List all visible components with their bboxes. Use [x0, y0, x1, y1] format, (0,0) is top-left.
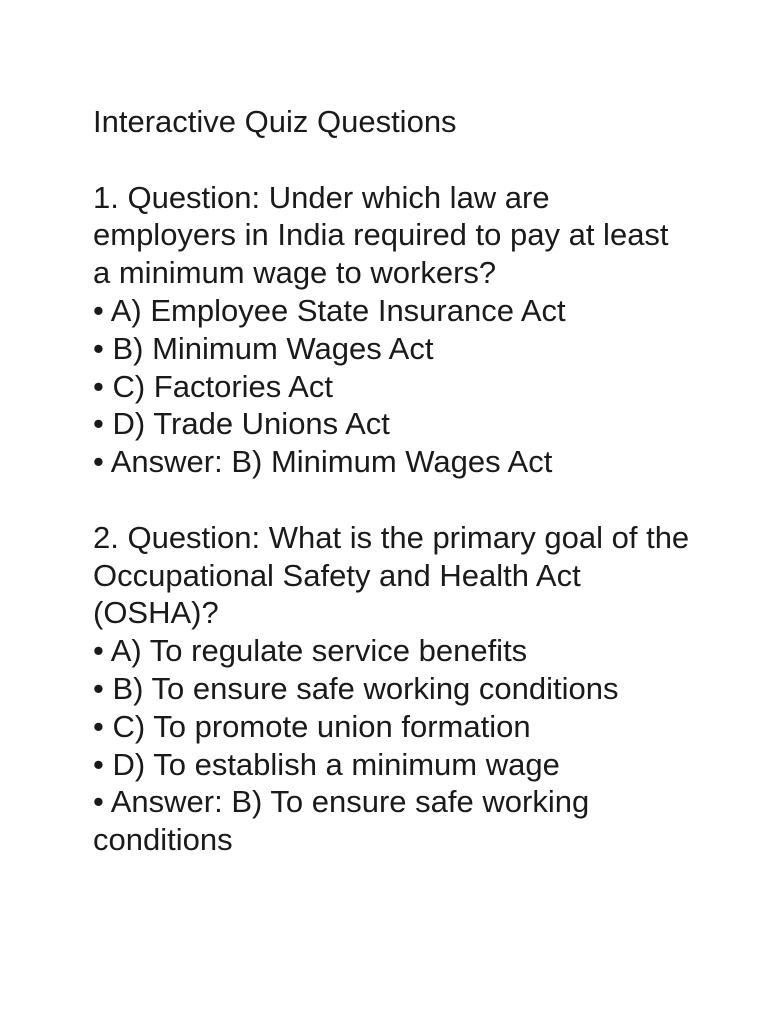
option-a: • A) Employee State Insurance Act [93, 292, 566, 328]
option-a: • A) To regulate service benefits [93, 633, 528, 669]
option-b: • B) To ensure safe working conditions [93, 670, 619, 706]
answer-line: • Answer: B) Minimum Wages Act [93, 444, 553, 480]
option-b: • B) Minimum Wages Act [93, 330, 434, 366]
option-c: • C) Factories Act [93, 368, 333, 404]
option-d: • D) Trade Unions Act [93, 406, 390, 442]
question-text: 2. Question: What is the primary goal of the Occupational Safety and Health Act (OSHA)? [93, 519, 690, 631]
answer-line: • Answer: B) To ensure safe working conditions [93, 784, 590, 858]
question-text: 1. Question: Under which law are employers in India required to pay at least a minimum wage to workers? [93, 179, 669, 291]
question-block-1 [93, 179, 693, 481]
question-block-2 [93, 519, 693, 859]
option-d: • D) To establish a minimum wage [93, 746, 560, 782]
spacer [93, 481, 693, 519]
option-c: • C) To promote union formation [93, 708, 531, 744]
spacer [93, 141, 693, 179]
document-title: Interactive Quiz Questions [93, 104, 457, 139]
document-page [93, 103, 693, 859]
